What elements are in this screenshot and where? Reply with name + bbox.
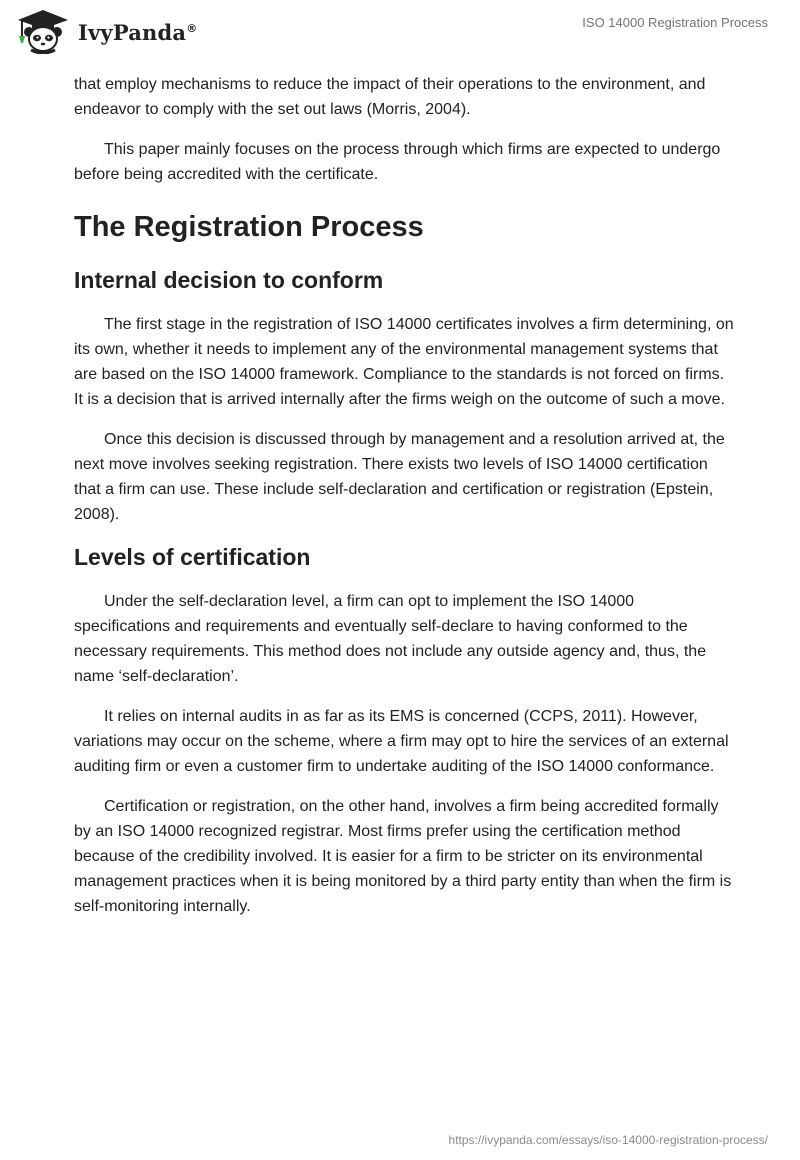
logo-text: IvyPanda® <box>78 19 198 45</box>
article-body <box>74 72 734 934</box>
paragraph: Once this decision is discussed through by management and a resolution arrived at, the next move involves seeking registration. There exists two levels of ISO 14000 certification that a firm can use. These include self-declaration and certification or registration (Epstein, 2008). <box>74 431 725 523</box>
paragraph: It relies on internal audits in as far as its EMS is concerned (CCPS, 2011). However, variations may occur on the scheme, where a firm may opt to hire the services of an external auditing firm or even a customer firm to undertake auditing of the ISO 14000 conformance. <box>74 708 729 775</box>
paragraph: This paper mainly focuses on the process through which firms are expected to undergo before being accredited with the certificate. <box>74 141 721 183</box>
paragraph: Certification or registration, on the other hand, involves a firm being accredited formally by an ISO 14000 recognized registrar. Most firms prefer using the certification method because of the credibility involved. It is easier for a firm to be stricter on its environmental management practices when it is being monitored by a third party entity than when the firm is self-monitoring internally. <box>74 798 732 915</box>
paragraph: that employ mechanisms to reduce the impact of their operations to the environment, and endeavor to comply with the set out laws (Morris, 2004). <box>74 76 706 118</box>
subsection-heading-internal-decision: Internal decision to conform <box>74 267 384 293</box>
logo[interactable] <box>14 8 197 54</box>
paragraph: Under the self-declaration level, a firm can opt to implement the ISO 14000 specifications and requirements and eventually self-declare to having conformed to the necessary requirements. This method does not include any outside agency and, thus, the name ‘self-declaration’. <box>74 593 707 685</box>
panda-logo-icon <box>14 8 72 54</box>
page-header <box>0 0 800 70</box>
section-heading: The Registration Process <box>74 211 424 243</box>
subsection-heading-levels: Levels of certification <box>74 544 311 570</box>
document-title: ISO 14000 Registration Process <box>582 15 768 30</box>
paragraph: The first stage in the registration of ISO 14000 certificates involves a firm determining, on its own, whether it needs to implement any of the environmental management systems that are based on the ISO 14000 framework. Compliance to the standards is not forced on firms. It is a decision that is arrived internally after the firms weigh on the outcome of such a move. <box>74 316 734 408</box>
source-url-link[interactable]: https://ivypanda.com/essays/iso-14000-registration-process/ <box>448 1133 768 1147</box>
